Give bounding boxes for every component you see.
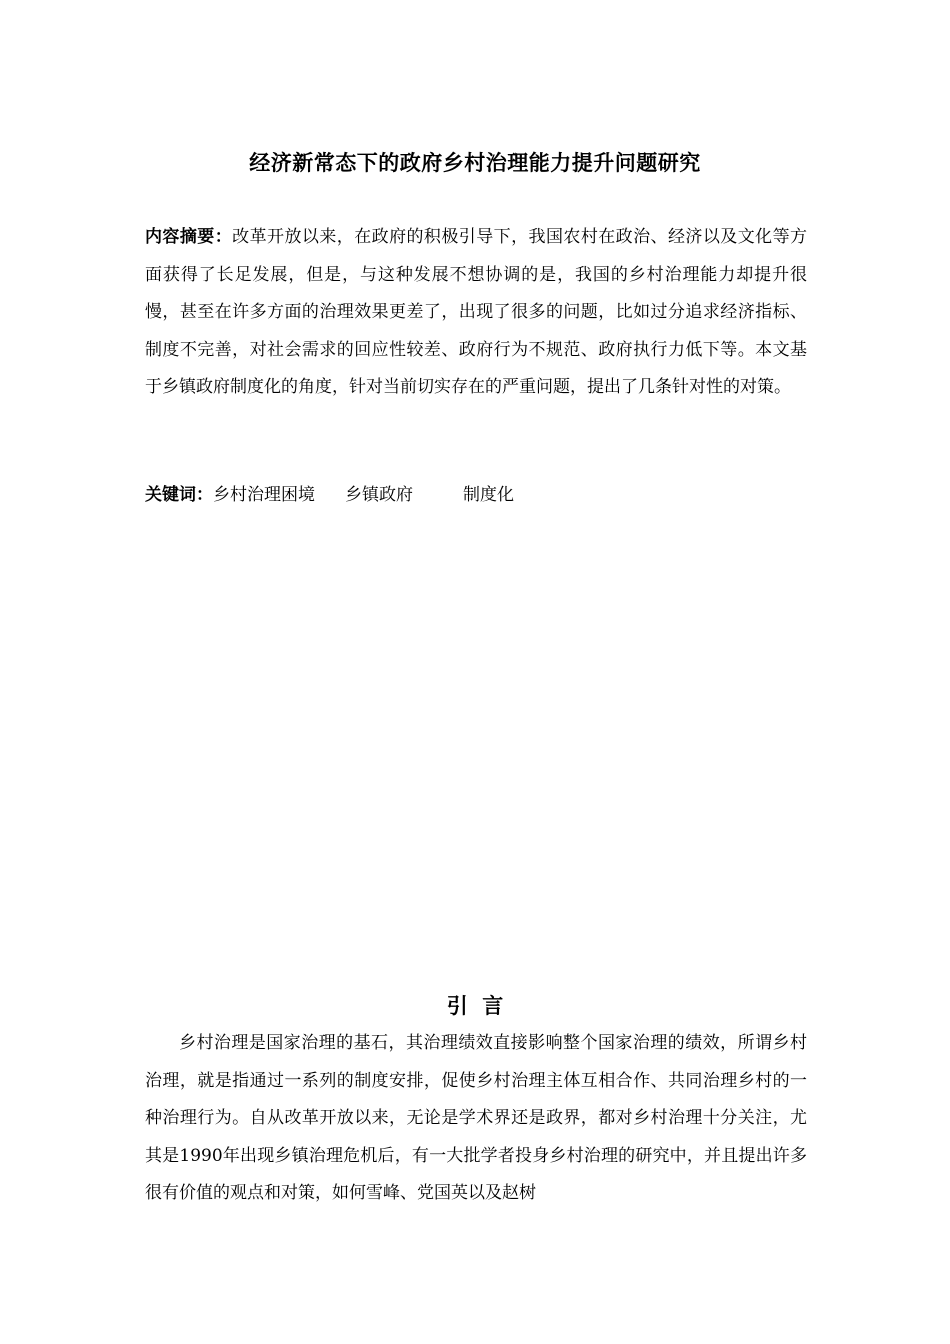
abstract-text: 改革开放以来，在政府的积极引导下，我国农村在政治、经济以及文化等方面获得了长足发展，但是，与这种发展不想协调的是，我国的乡村治理能力却提升很慢，甚至在许多方面的治理效果更差了，出现了很多的问题，比如过分追求经济指标、制度不完善，对社会需求的回应性较差、政府行为不规范、政府执行力低下等。本文基于乡镇政府制度化的角度，针对当前切实存在的严重问题，提出了几条针对性的对策。 <box>145 227 808 397</box>
introduction-paragraph: 乡村治理是国家治理的基石，其治理绩效直接影响整个国家治理的绩效，所谓乡村治理，就是指通过一系列的制度安排，促使乡村治理主体互相合作、共同治理乡村的一种治理行为。自从改革开放以来，无论是学术界还是政界，都对乡村治理十分关注，尤其是1990年出现乡镇治理危机后，有一大批学者投身乡村治理的研究中，并且提出许多很有价值的观点和对策，如何雪峰、党国英以及赵树 <box>145 1033 807 1203</box>
keyword-item: 乡镇政府 <box>345 485 413 505</box>
introduction-heading: 引 言 <box>446 994 504 1018</box>
keyword-item: 制度化 <box>463 485 514 505</box>
keywords-line <box>145 479 807 511</box>
paper-title: 经济新常态下的政府乡村治理能力提升问题研究 <box>249 151 701 175</box>
keyword-item: 乡村治理困境 <box>213 485 315 505</box>
abstract-label: 内容摘要： <box>145 227 233 247</box>
abstract-paragraph <box>145 219 807 407</box>
keywords-label: 关键词： <box>145 485 213 505</box>
